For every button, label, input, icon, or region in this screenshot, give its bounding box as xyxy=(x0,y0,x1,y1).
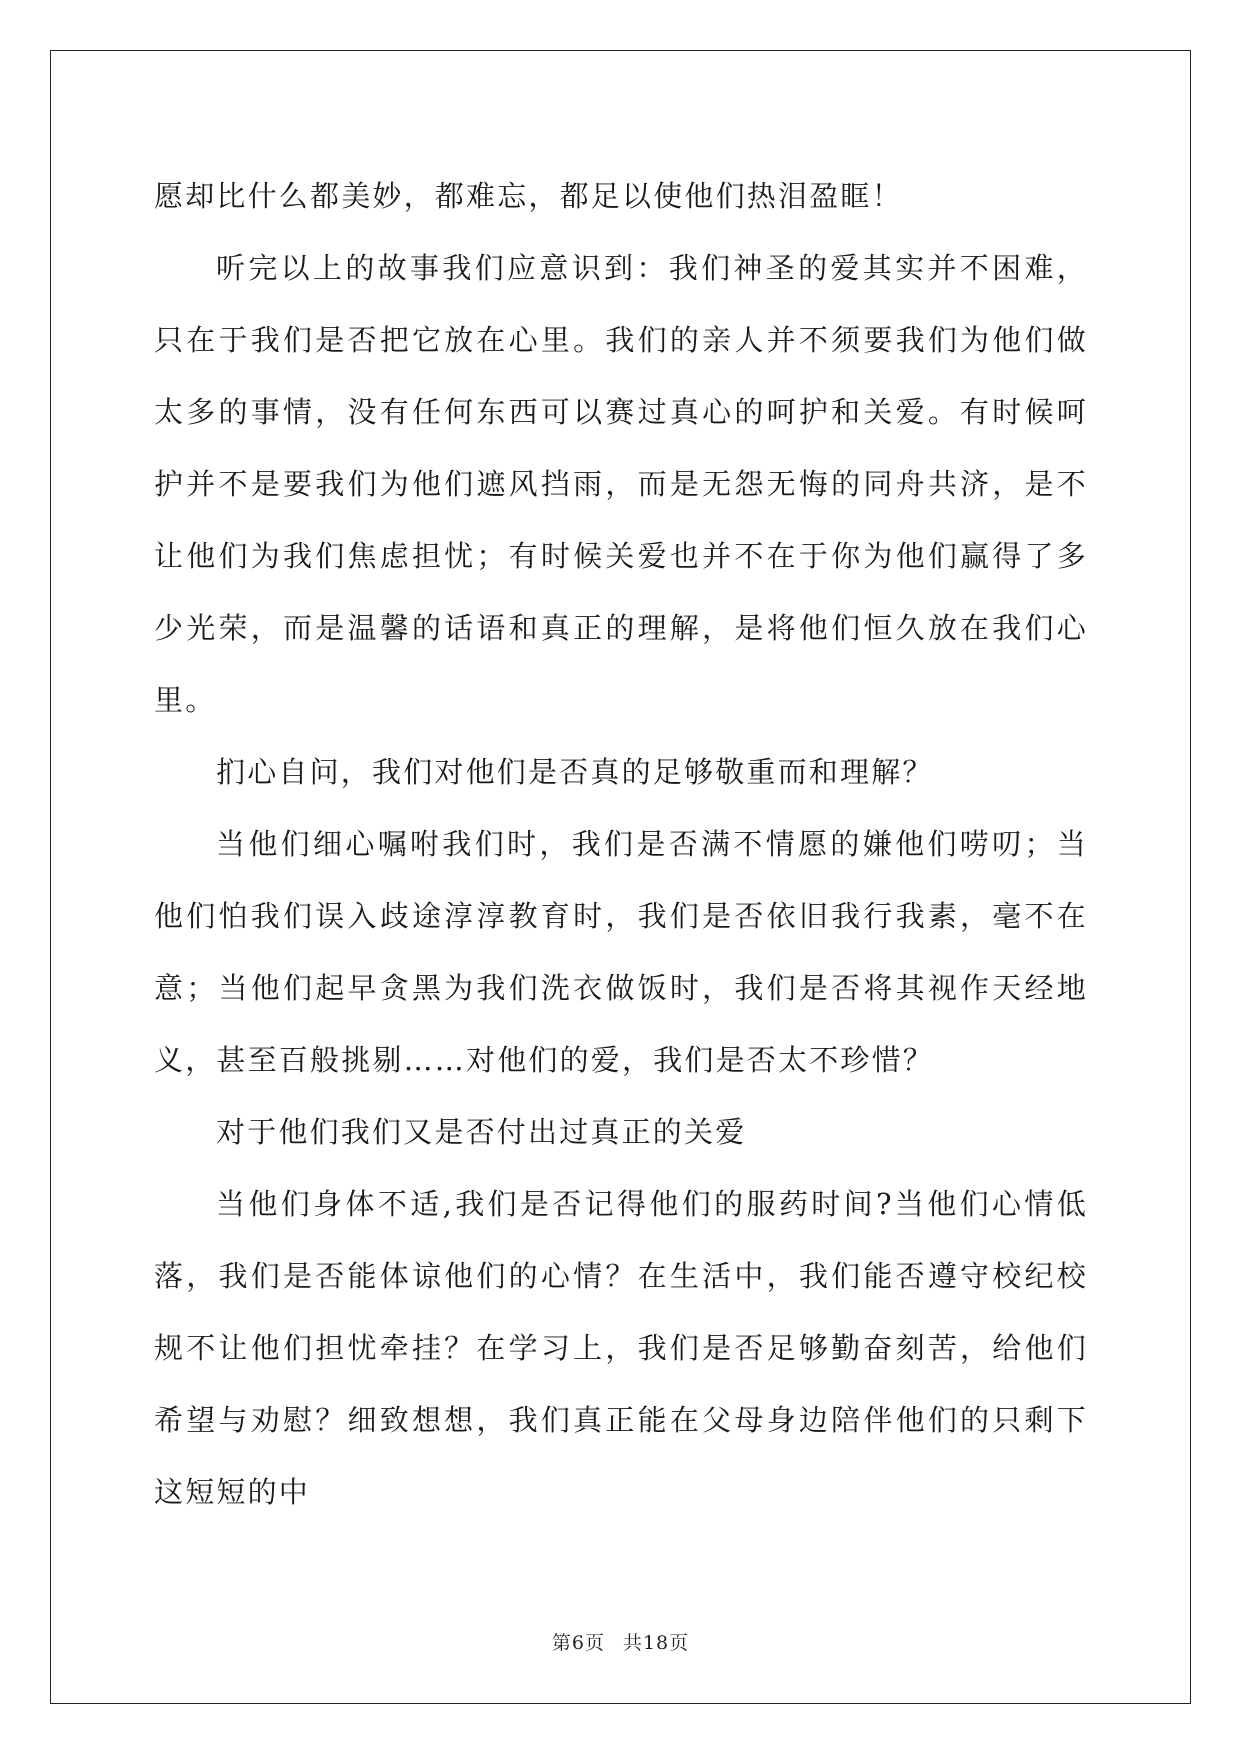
paragraph-1: 愿却比什么都美妙，都难忘，都足以使他们热泪盈眶！ xyxy=(154,179,903,213)
page-number: 第6页 xyxy=(551,1632,605,1654)
document-body xyxy=(154,160,1088,1528)
page-footer xyxy=(0,1628,1241,1655)
paragraph-3: 扪心自问，我们对他们是否真的足够敬重而和理解？ xyxy=(216,755,934,789)
page-total: 共18页 xyxy=(622,1632,690,1654)
paragraph-5: 对于他们我们又是否付出过真正的关爱 xyxy=(216,1115,747,1149)
paragraph-4: 当他们细心嘱咐我们时，我们是否满不情愿的嫌他们唠叨；当他们怕我们误入歧途淳淳教育时，我们是否依旧我行我素，毫不在意；当他们起早贪黑为我们洗衣做饭时，我们是否将其视作天经地义，甚至百般挑剔……对他们的爱，我们是否太不珍惜？ xyxy=(154,827,1088,1077)
paragraph-6: 当他们身体不适,我们是否记得他们的服药时间?当他们心情低落，我们是否能体谅他们的心情？在生活中，我们能否遵守校纪校规不让他们担忧牵挂？在学习上，我们是否足够勤奋刻苦，给他们希望与劝慰？细致想想，我们真正能在父母身边陪伴他们的只剩下这短短的中 xyxy=(154,1187,1088,1509)
paragraph-2: 听完以上的故事我们应意识到：我们神圣的爱其实并不困难，只在于我们是否把它放在心里。我们的亲人并不须要我们为他们做太多的事情，没有任何东西可以赛过真心的呵护和关爱。有时候呵护并不是要我们为他们遮风挡雨，而是无怨无悔的同舟共济，是不让他们为我们焦虑担忧；有时候关爱也并不在于你为他们赢得了多少光荣，而是温馨的话语和真正的理解，是将他们恒久放在我们心里。 xyxy=(154,251,1088,717)
